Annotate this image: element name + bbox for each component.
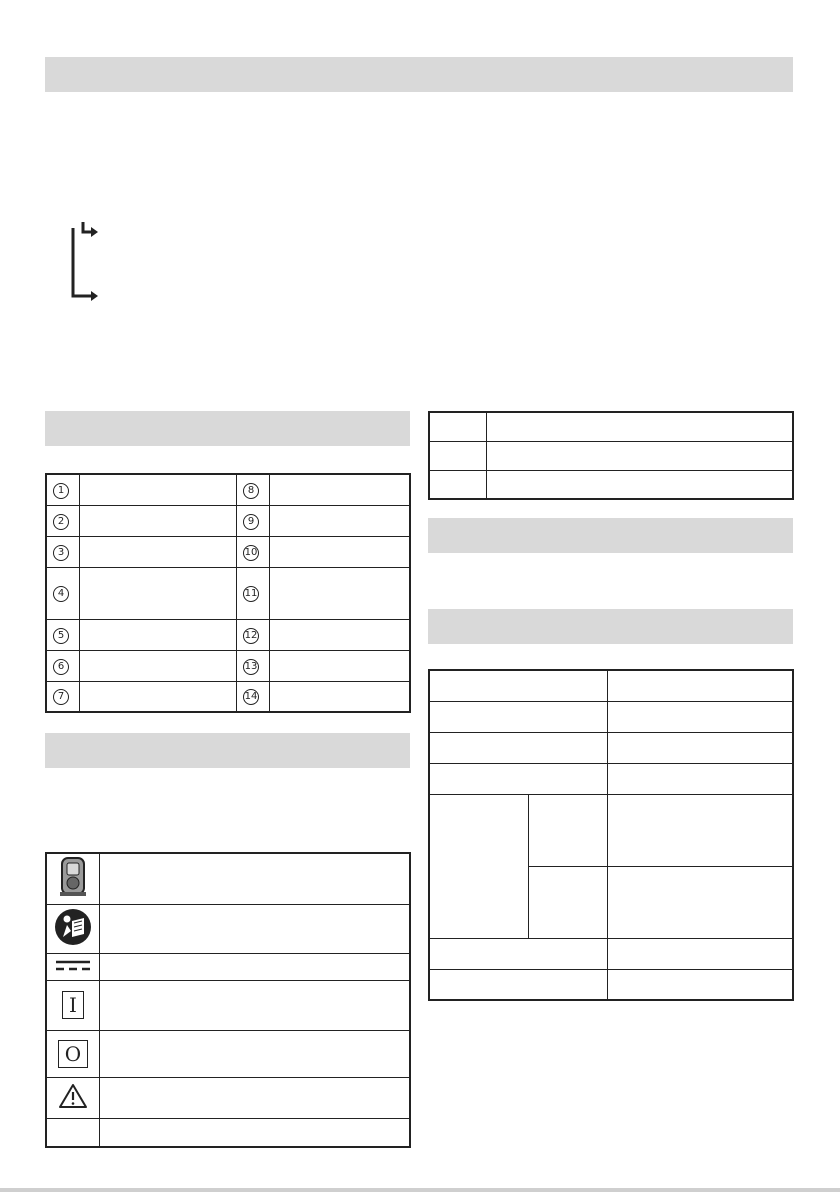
table-row [429, 794, 793, 866]
table-row [46, 505, 410, 536]
table-row [46, 953, 410, 980]
components-table [45, 473, 411, 713]
bracket-arrow-icon [62, 218, 102, 302]
component-number: 9 [243, 514, 259, 530]
symbols-table [45, 852, 411, 1148]
table-row [429, 470, 793, 499]
component-number: 12 [243, 628, 259, 644]
section-header-bar-right-1 [428, 518, 793, 553]
power-off-icon: O [58, 1040, 88, 1068]
table-row [46, 619, 410, 650]
table-row [46, 474, 410, 505]
table-row [429, 441, 793, 470]
component-number: 6 [53, 659, 69, 675]
table-row [46, 567, 410, 619]
component-number: 1 [53, 483, 69, 499]
table-row [46, 904, 410, 953]
component-number: 3 [53, 545, 69, 561]
table-row [46, 650, 410, 681]
component-number: 13 [243, 659, 259, 675]
table-row [46, 853, 410, 904]
component-number: 8 [243, 483, 259, 499]
table-row [46, 980, 410, 1030]
table-row [46, 1118, 410, 1147]
page-bottom-edge [0, 1188, 840, 1192]
power-on-icon: I [62, 991, 84, 1019]
section-header-bar-symbols [45, 733, 410, 768]
table-row [46, 536, 410, 567]
table-row [429, 938, 793, 969]
specifications-table [428, 669, 794, 1001]
lamp-icon [58, 856, 88, 898]
section-header-bar-top [45, 57, 793, 92]
table-row [46, 1030, 410, 1077]
table-row [429, 701, 793, 732]
table-row [46, 681, 410, 712]
table-row [429, 732, 793, 763]
table-row [429, 763, 793, 794]
section-header-bar-components [45, 411, 410, 446]
component-number: 7 [53, 689, 69, 705]
component-number: 2 [53, 514, 69, 530]
component-number: 5 [53, 628, 69, 644]
component-number: 4 [53, 586, 69, 602]
component-number: 14 [243, 689, 259, 705]
table-row [429, 969, 793, 1000]
component-number: 11 [243, 586, 259, 602]
section-header-bar-right-2 [428, 609, 793, 644]
right-top-table [428, 411, 794, 500]
table-row [46, 1077, 410, 1118]
component-number: 10 [243, 545, 259, 561]
dc-icon [54, 958, 92, 972]
manual-icon [53, 907, 93, 947]
warning-icon [58, 1083, 88, 1109]
table-row [429, 670, 793, 701]
table-row [429, 412, 793, 441]
